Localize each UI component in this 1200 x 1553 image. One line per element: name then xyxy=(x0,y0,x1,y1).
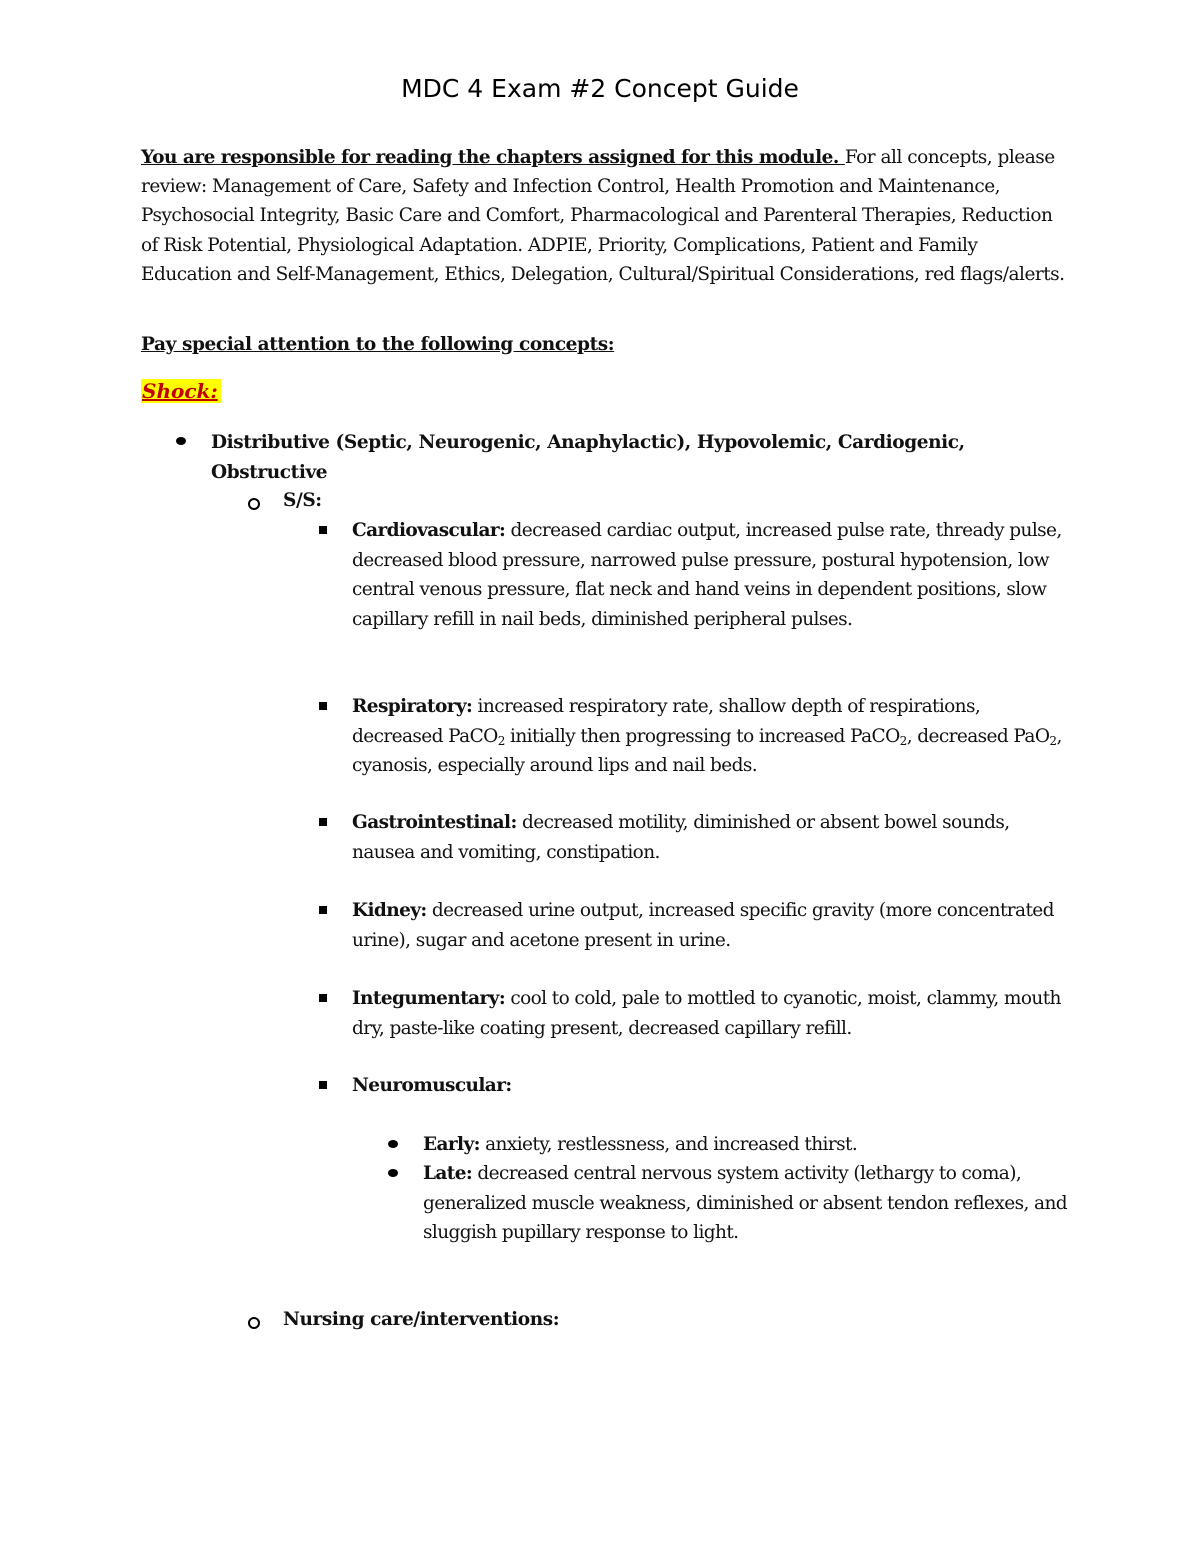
kidney-item xyxy=(352,896,1067,955)
respiratory-text-d: , cyanosis, especially around lips and nail beds. xyxy=(352,725,1062,776)
pay-attention-heading: Pay special attention to the following concepts: xyxy=(141,334,615,355)
integumentary-text: cool to cold, pale to mottled to cyanotic, moist, clammy, mouth dry, paste-like coating present, decreased capillary refill. xyxy=(352,988,1061,1039)
square-bullet-icon xyxy=(319,702,327,710)
early-text: anxiety, restlessness, and increased thirst. xyxy=(479,1134,858,1155)
disc-bullet-icon xyxy=(388,1169,398,1177)
late-heading: Late: xyxy=(423,1163,473,1184)
late-item xyxy=(423,1159,1073,1248)
cardiovascular-heading: Cardiovascular: xyxy=(352,520,506,541)
square-bullet-icon xyxy=(319,906,327,914)
neuromuscular-heading: Neuromuscular: xyxy=(352,1075,512,1096)
circle-bullet-icon xyxy=(248,1317,260,1329)
intro-review-list: For all concepts, please review: Management of Care, Safety and Infection Control, Health Promotion and Maintenance, Psychosocial Integrity, Basic Care and Comfort, Pharmacological and Parenteral Therapies, Reduction of Risk Potential, Physiological Adaptation. ADPIE, Priority, Complications, Patient and Family Education and Self-Management, Ethics, Delegation, Cultural/Spiritual Considerations, red flags/alerts. xyxy=(141,147,1065,285)
gastrointestinal-item xyxy=(352,808,1067,867)
subscript-2: 2 xyxy=(1049,733,1057,748)
respiratory-text-c: , decreased PaO xyxy=(906,725,1050,747)
respiratory-item xyxy=(352,692,1067,781)
square-bullet-icon xyxy=(319,818,327,826)
respiratory-text-b: initially then progressing to increased PaCO xyxy=(504,725,900,747)
neuromuscular-item xyxy=(352,1071,1067,1101)
subscript-2: 2 xyxy=(497,733,505,748)
shock-types-item: Distributive (Septic, Neurogenic, Anaphylactic), Hypovolemic, Cardiogenic, Obstructive xyxy=(211,432,965,483)
early-heading: Early: xyxy=(423,1134,480,1155)
respiratory-heading: Respiratory: xyxy=(352,696,473,717)
shock-section-heading: Shock: xyxy=(141,379,221,403)
square-bullet-icon xyxy=(319,526,327,534)
intro-paragraph xyxy=(141,143,1071,289)
intro-responsibility-statement: You are responsible for reading the chapters assigned for this module. xyxy=(141,147,845,168)
document-title: MDC 4 Exam #2 Concept Guide xyxy=(401,74,799,103)
square-bullet-icon xyxy=(319,1081,327,1089)
kidney-heading: Kidney: xyxy=(352,900,427,921)
square-bullet-icon xyxy=(319,994,327,1002)
disc-bullet-icon xyxy=(176,437,186,445)
integumentary-item xyxy=(352,984,1067,1043)
signs-symptoms-label: S/S: xyxy=(283,490,322,511)
gastrointestinal-heading: Gastrointestinal: xyxy=(352,812,517,833)
cardiovascular-text: decreased cardiac output, increased pulse rate, thready pulse, decreased blood pressure, narrowed pulse pressure, postural hypotension, low central venous pressure, flat neck and hand veins in dependent positions, slow capillary refill in nail beds, diminished peripheral pulses. xyxy=(352,520,1062,630)
kidney-text: decreased urine output, increased specific gravity (more concentrated urine), sugar and acetone present in urine. xyxy=(352,900,1054,951)
circle-bullet-icon xyxy=(248,498,260,510)
integumentary-heading: Integumentary: xyxy=(352,988,506,1009)
early-item xyxy=(423,1130,1073,1160)
late-text: decreased central nervous system activity (lethargy to coma), generalized muscle weakness, diminished or absent tendon reflexes, and sluggish pupillary response to light. xyxy=(423,1163,1068,1243)
subscript-2: 2 xyxy=(899,733,907,748)
gastrointestinal-text: decreased motility, diminished or absent bowel sounds, nausea and vomiting, constipation. xyxy=(352,812,1010,863)
cardiovascular-item xyxy=(352,516,1067,634)
nursing-care-label: Nursing care/interventions: xyxy=(283,1309,560,1330)
respiratory-text-a: increased respiratory rate, shallow depth of respirations, decreased PaCO xyxy=(352,696,981,747)
disc-bullet-icon xyxy=(388,1140,398,1148)
